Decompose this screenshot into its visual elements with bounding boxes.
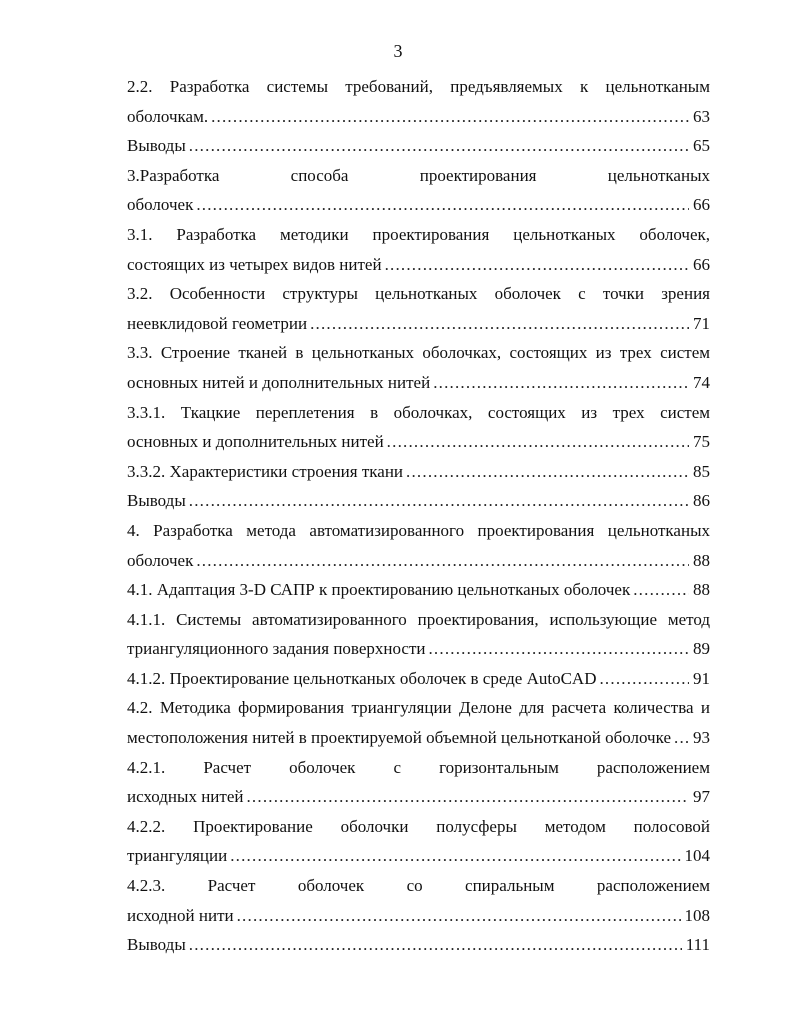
toc-entry-title: исходной нити xyxy=(127,905,234,925)
toc-page-number: 63 xyxy=(693,106,710,126)
dot-leader xyxy=(230,841,680,871)
dot-leader xyxy=(633,575,689,605)
toc-entry-line: 3.1. Разработка методики проектирования цельнотканых оболочек, xyxy=(127,224,710,244)
toc-entry-title: триангуляции xyxy=(127,846,228,866)
dot-leader xyxy=(189,486,689,516)
toc-entry-title: основных и дополнительных нитей xyxy=(127,432,384,452)
toc-page-number: 108 xyxy=(684,905,710,925)
toc-page-number: 97 xyxy=(693,787,710,807)
dot-leader xyxy=(211,102,689,132)
toc-entry-line: 2.2. Разработка системы требований, предъявляемых к цельнотканым xyxy=(127,77,710,96)
toc-entry-line xyxy=(127,368,710,398)
page-number: 3 xyxy=(393,41,403,61)
toc-entry-line xyxy=(127,131,710,161)
toc-entry-line xyxy=(127,309,710,339)
toc-entry-title: исходных нитей xyxy=(127,787,244,807)
toc-entry-line xyxy=(127,457,710,487)
toc-page-number: 111 xyxy=(685,935,710,955)
dot-leader xyxy=(196,190,689,220)
toc-entry-title: состоящих из четырех видов нитей xyxy=(127,254,382,274)
toc-page-number: 75 xyxy=(693,432,710,452)
toc-entry-line: 4.2. Методика формирования триангуляции Делоне для расчета количества и xyxy=(127,698,710,718)
toc-entry-title: местоположения нитей в проектируемой объемной цельнотканой оболочке xyxy=(127,728,671,748)
dot-leader xyxy=(387,427,689,457)
toc-entry-line: 3.2. Особенности структуры цельнотканых оболочек с точки зрения xyxy=(127,284,710,304)
dot-leader xyxy=(428,634,689,664)
dot-leader xyxy=(196,546,689,576)
toc-entry-line: 3.3.1. Ткацкие переплетения в оболочках, состоящих из трех систем xyxy=(127,402,710,422)
dot-leader xyxy=(246,782,689,812)
dot-leader xyxy=(189,930,682,960)
toc-page-number: 88 xyxy=(693,580,710,600)
toc-entry-line xyxy=(127,546,710,576)
toc-entry-line xyxy=(127,250,710,280)
dot-leader xyxy=(237,901,681,931)
toc-entry-title: Выводы xyxy=(127,491,186,511)
toc-entry-line: 3.Разработка способа проектирования цельнотканых xyxy=(127,165,710,185)
toc-page-number: 93 xyxy=(693,728,710,748)
toc-entry-title: оболочек xyxy=(127,195,194,215)
toc-entry-title: неевклидовой геометрии xyxy=(127,313,308,333)
toc-entry-line xyxy=(127,190,710,220)
toc-entry-line xyxy=(127,486,710,516)
toc-page-number: 66 xyxy=(693,254,710,274)
toc-entry-line xyxy=(127,102,710,132)
toc-entry-title: 4.1. Адаптация 3-D САПР к проектированию цельнотканых оболочек xyxy=(127,580,631,600)
toc-entry-title: 3.3.2. Характеристики строения ткани xyxy=(127,461,404,481)
toc-page-number: 86 xyxy=(693,491,710,511)
toc-entry-line: 4.2.2. Проектирование оболочки полусферы методом полосовой xyxy=(127,816,710,836)
toc-entry-title: триангуляционного задания поверхности xyxy=(127,639,426,659)
toc-page-number: 71 xyxy=(693,313,710,333)
dot-leader xyxy=(310,309,689,339)
toc-page-number: 74 xyxy=(693,372,710,392)
toc-entry-line: 4.1.1. Системы автоматизированного проектирования, использующие метод xyxy=(127,609,710,629)
toc-page-number: 91 xyxy=(693,668,710,688)
toc-entry-line xyxy=(127,634,710,664)
toc-page-number: 89 xyxy=(693,639,710,659)
toc-entry-title: оболочек xyxy=(127,550,194,570)
toc-entry-line: 3.3. Строение тканей в цельнотканых оболочках, состоящих из трех систем xyxy=(127,343,710,363)
dot-leader xyxy=(433,368,689,398)
toc-entry-line xyxy=(127,901,710,931)
toc-entry-title: основных нитей и дополнительных нитей xyxy=(127,372,431,392)
toc-page-number: 65 xyxy=(693,136,710,156)
toc-entry-line xyxy=(127,575,710,605)
toc-entry-line: 4.2.3. Расчет оболочек со спиральным расположением xyxy=(127,876,710,896)
dot-leader xyxy=(385,250,689,280)
toc-entry-line xyxy=(127,841,710,871)
table-of-contents xyxy=(127,72,710,960)
toc-entry-title: оболочкам. xyxy=(127,106,209,126)
toc-page-number: 88 xyxy=(693,550,710,570)
dot-leader xyxy=(674,723,689,753)
toc-entry-line xyxy=(127,930,710,960)
toc-entry-title: Выводы xyxy=(127,935,186,955)
dot-leader xyxy=(599,664,689,694)
toc-page-number: 66 xyxy=(693,195,710,215)
toc-entry-line: 4. Разработка метода автоматизированного проектирования цельнотканых xyxy=(127,520,710,540)
toc-entry-title: Выводы xyxy=(127,136,186,156)
toc-page-number: 104 xyxy=(684,846,710,866)
toc-entry-line: 4.2.1. Расчет оболочек с горизонтальным расположением xyxy=(127,757,710,777)
toc-entry-line xyxy=(127,723,710,753)
toc-entry-title: 4.1.2. Проектирование цельнотканых оболочек в среде AutoCAD xyxy=(127,668,597,688)
toc-page-number: 85 xyxy=(693,461,710,481)
toc-entry-line xyxy=(127,782,710,812)
dot-leader xyxy=(189,131,689,161)
toc-entry-line xyxy=(127,427,710,457)
dot-leader xyxy=(406,457,689,487)
toc-entry-line xyxy=(127,664,710,694)
